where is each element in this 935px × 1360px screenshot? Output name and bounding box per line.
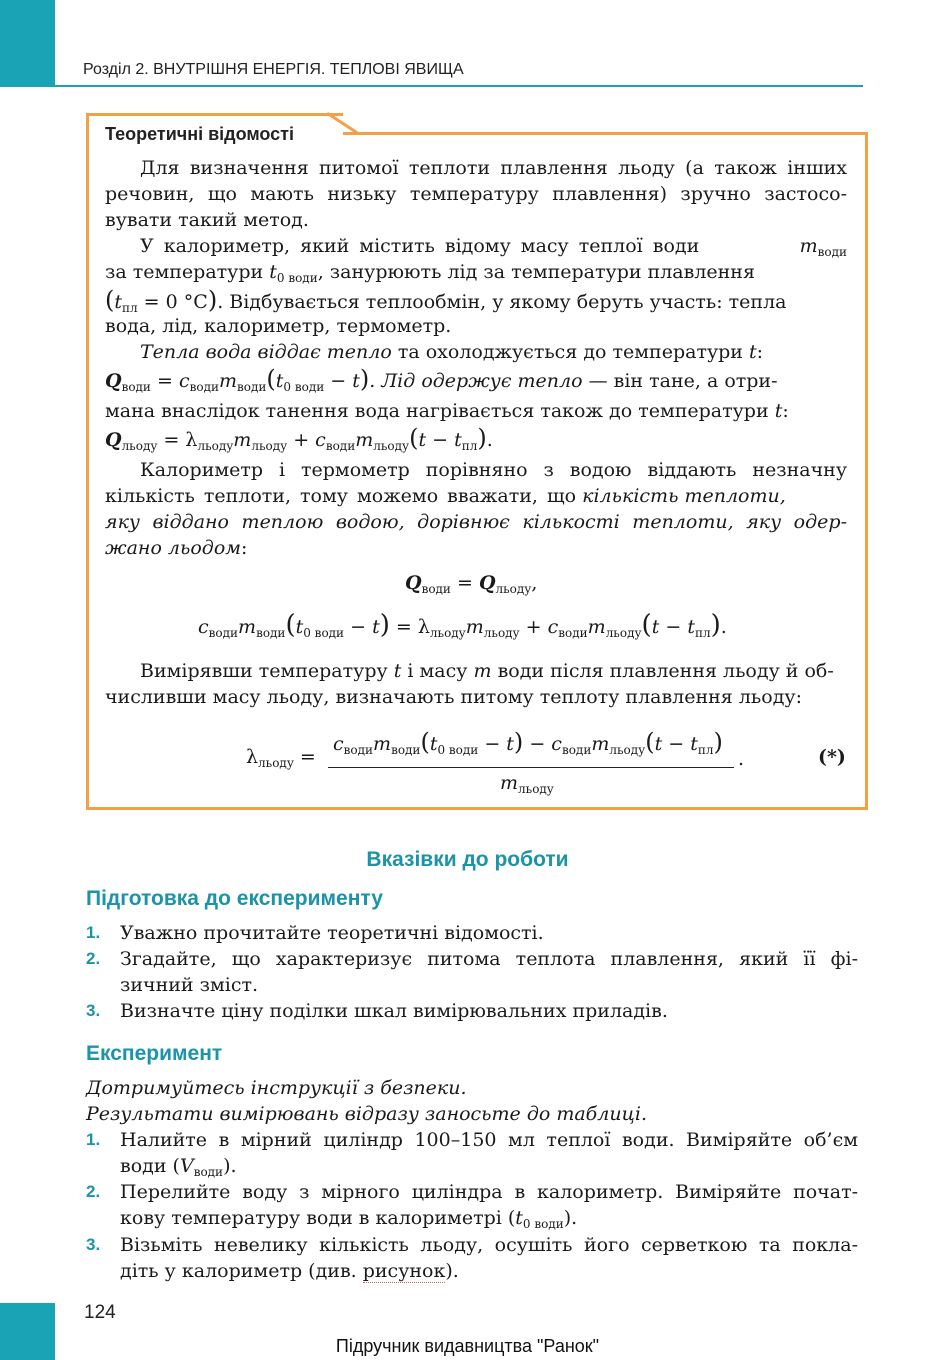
theory-line: У калориметр, який містить відому масу теплої води $m_{води}$ <box>140 235 847 259</box>
theory-line: за температури $t_{0 води}$, занурюють лід за температури плавлення <box>105 261 755 285</box>
list-number: 3. <box>86 1235 101 1254</box>
prep-title: Підготовка до експерименту <box>86 887 383 910</box>
theory-line: мана внаслідок танення вода нагрівається також до температури t: <box>105 400 789 422</box>
theory-line: вода, лід, калориметр, термометр. <box>105 315 452 337</box>
figure-link[interactable]: рисунок <box>362 1260 446 1282</box>
header-rule <box>55 85 863 87</box>
list-item: Визначте ціну поділки шкал вимірювальних приладів. <box>120 1000 668 1022</box>
fraction-bar <box>328 767 734 768</box>
results-note: Результати вимірювань відразу заносьте до таблиці. <box>86 1103 647 1125</box>
theory-line: яку віддано теплою водою, дорівнює кількості теплоти, яку одер- <box>105 511 847 533</box>
formula-denominator: $m_{льоду}$ <box>500 772 554 796</box>
theory-line: Калориметр і термометр порівняно з водою віддають незначну <box>140 459 847 481</box>
page-number: 124 <box>84 1302 116 1323</box>
theory-line: жано льодом: <box>105 537 248 559</box>
list-item: Згадайте, що характеризує питома теплота плавлення, який її фі- <box>120 948 858 970</box>
formula-lambda-lhs: $\lambda_{льоду}$ = <box>246 746 316 770</box>
theory-line: вувати такий метод. <box>105 209 309 231</box>
experiment-title: Експеримент <box>86 1042 223 1065</box>
formula-balance: $Q_{води} = Q_{льоду}$, <box>405 572 538 596</box>
section-header: Розділ 2. ВНУТРІШНЯ ЕНЕРГІЯ. ТЕПЛОВІ ЯВИЩА <box>83 61 464 78</box>
list-item-cont: води $(V_{води})$. <box>120 1155 237 1179</box>
list-item-cont: кову температуру води в калориметрі $(t_{0 води})$. <box>120 1207 578 1231</box>
theory-line: Для визначення питомої теплоти плавлення льоду (а також інших <box>140 157 847 179</box>
list-item: Налийте в мірний циліндр 100–150 мл теплої води. Виміряйте об’єм <box>120 1129 858 1151</box>
formula-q-ice: $Q_{льоду} = \lambda_{льоду}m_{льоду} + c_{води}m_{льоду}(t - t_{пл})$. <box>105 424 493 453</box>
theory-line: Вимірявши температуру t і масу m води після плавлення льоду й об- <box>140 660 834 682</box>
list-number: 1. <box>86 923 101 942</box>
header-corner-block <box>0 0 55 87</box>
theory-line: числивши масу льоду, визначають питому теплоту плавлення льоду: <box>105 686 802 708</box>
theory-line: речовин, що мають низьку температуру плавлення) зручно застосо- <box>105 183 847 205</box>
list-item: Уважно прочитайте теоретичні відомості. <box>120 922 544 944</box>
list-number: 3. <box>86 1001 101 1020</box>
formula-period: . <box>738 748 745 770</box>
list-number: 2. <box>86 1182 101 1201</box>
list-number: 2. <box>86 949 101 968</box>
list-item: Перелийте воду з мірного циліндра в калориметр. Виміряйте почат- <box>120 1181 858 1203</box>
list-number: 1. <box>86 1130 101 1149</box>
theory-line: кількість теплоти, тому можемо вважати, що кількість теплоти, <box>105 485 786 507</box>
instructions-title: Вказівки до роботи <box>366 848 569 871</box>
safety-note: Дотримуйтесь інструкції з безпеки. <box>86 1077 467 1099</box>
theory-line: Тепла вода віддає тепло та охолоджується до температури t: <box>140 341 764 363</box>
publisher-footer: Підручник видавництва "Ранок" <box>335 1336 600 1356</box>
list-item: Візьміть невелику кількість льоду, осушіть його серветкою та покла- <box>120 1234 858 1256</box>
theory-title: Теоретичні відомості <box>105 124 294 144</box>
formula-expanded: $c_{води}m_{води}(t_{0 води} - t) = \lambda_{льоду}m_{льоду} + c_{води}m_{льоду}(t - t_{пл})$. <box>198 610 727 640</box>
theory-line: ($t_{пл} = 0$ °C). Відбувається теплообмін, у якому беруть участь: тепла <box>105 286 787 315</box>
formula-q-water: $Q_{води} = c_{води}m_{води}(t_{0 води} - t)$. Лід одержує тепло — він тане, а отри- <box>105 365 778 394</box>
list-item-cont: діть у калориметр (див. рисунок). <box>120 1260 459 1282</box>
list-item-cont: зичний зміст. <box>120 974 259 996</box>
formula-numerator: $c_{води}m_{води}(t_{0 води} - t) - c_{води}m_{льоду}(t - t_{пл})$ <box>333 728 723 757</box>
formula-tag: (*) <box>818 746 846 768</box>
